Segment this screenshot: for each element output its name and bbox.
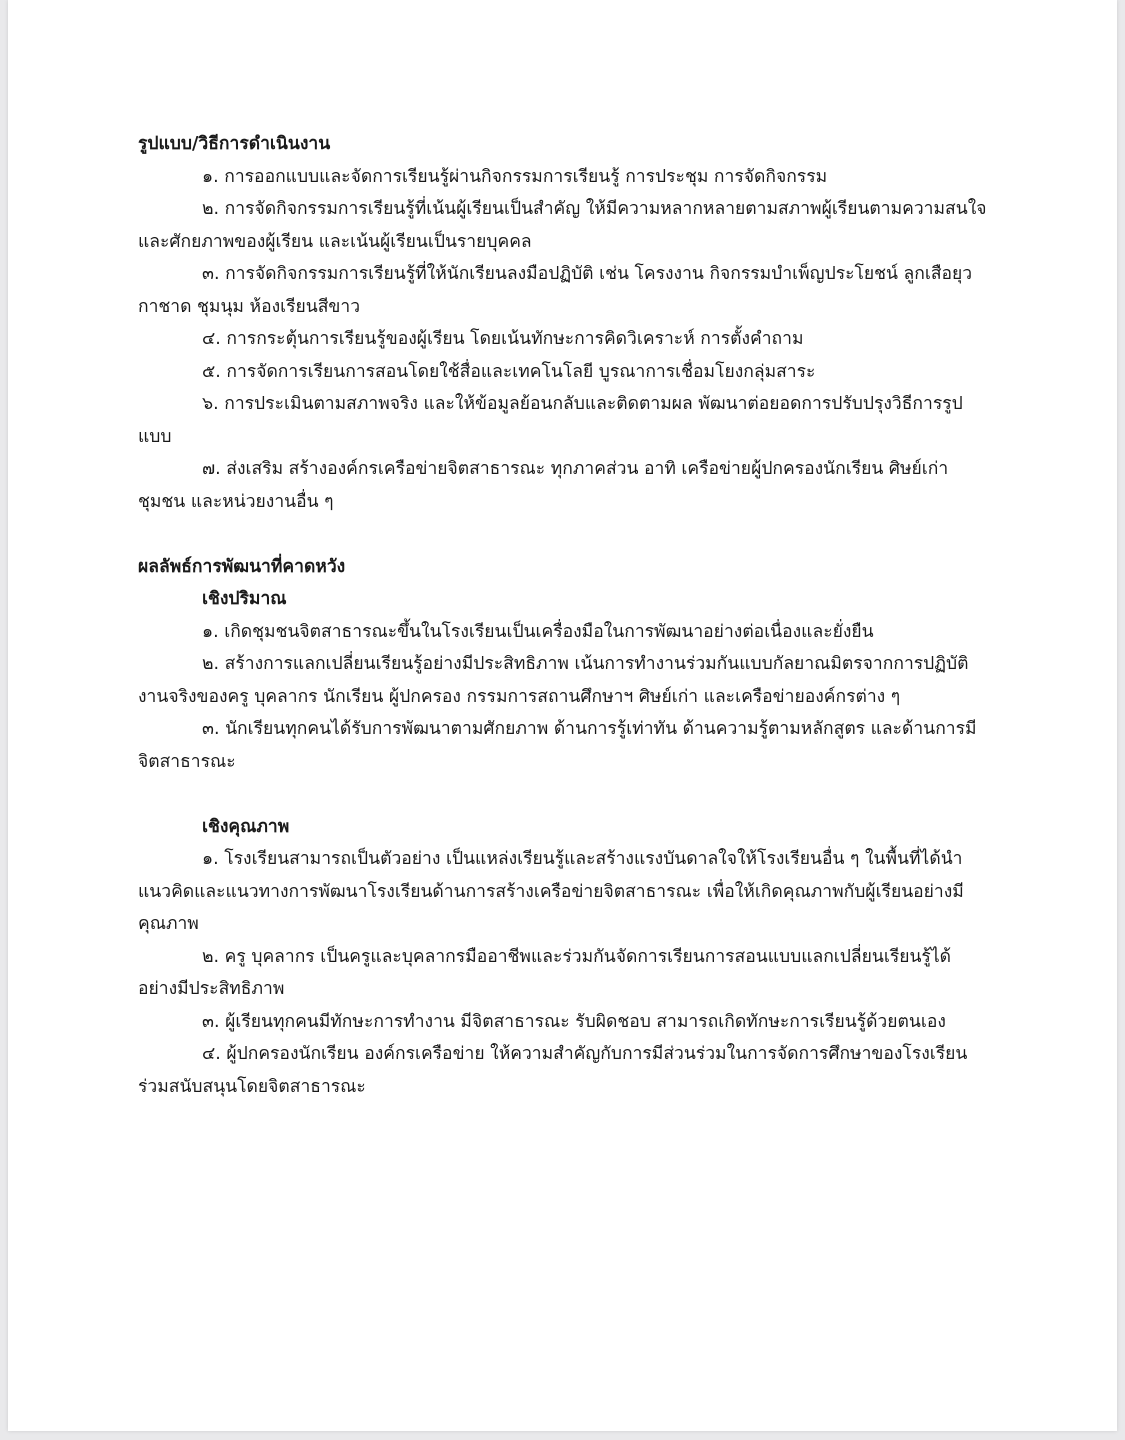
subheading-qualitative: เชิงคุณภาพ (202, 816, 290, 837)
quantitative-item-3: ๓. นักเรียนทุกคนได้รับการพัฒนาตามศักยภาพ ด้านการรู้เท่าทัน ด้านความรู้ตามหลักสูตร และด้านการมีจิตสาธารณะ (138, 719, 977, 772)
qualitative-item-1: ๑. โรงเรียนสามารถเป็นตัวอย่าง เป็นแหล่งเรียนรู้และสร้างแรงบันดาลใจให้โรงเรียนอื่น ๆ ในพื้นที่ได้นำแนวคิดและแนวทางการพัฒนาโรงเรียนด้านการสร้างเครือข่ายจิตสาธารณะ เพื่อให้เกิดคุณภาพกับผู้เรียนอย่างมีคุณภาพ (138, 849, 964, 934)
method-item-6: ๖. การประเมินตามสภาพจริง และให้ข้อมูลย้อนกลับและติดตามผล พัฒนาต่อยอดการปรับปรุงวิธีการรูปแบบ (138, 394, 963, 447)
qualitative-item-2: ๒. ครู บุคลากร เป็นครูและบุคลากรมืออาชีพและร่วมกันจัดการเรียนการสอนแบบแลกเปลี่ยนเรียนรู้ได้อย่างมีประสิทธิภาพ (138, 946, 951, 999)
section-heading-methods: รูปแบบ/วิธีการดำเนินงาน (138, 134, 331, 154)
method-item-1: ๑. การออกแบบและจัดการเรียนรู้ผ่านกิจกรรมการเรียนรู้ การประชุม การจัดกิจกรรม (202, 166, 828, 187)
qualitative-item-3: ๓. ผู้เรียนทุกคนมีทักษะการทำงาน มีจิตสาธารณะ รับผิดชอบ สามารถเกิดทักษะการเรียนรู้ด้วยตนเอง (202, 1011, 946, 1032)
document-content (138, 128, 988, 1103)
method-item-7: ๗. ส่งเสริม สร้างองค์กรเครือข่ายจิตสาธารณะ ทุกภาคส่วน อาทิ เครือข่ายผู้ปกครองนักเรียน ศิษย์เก่าชุมชน และหน่วยงานอื่น ๆ (138, 459, 949, 512)
method-item-3: ๓. การจัดกิจกรรมการเรียนรู้ที่ให้นักเรียนลงมือปฏิบัติ เช่น โครงงาน กิจกรรมบำเพ็ญประโยชน์ ลูกเสือยุวกาชาด ชุมนุม ห้องเรียนสีขาว (138, 264, 973, 317)
method-item-5: ๕. การจัดการเรียนการสอนโดยใช้สื่อและเทคโนโลยี บูรณาการเชื่อมโยงกลุ่มสาระ (202, 361, 816, 382)
document-page (8, 0, 1117, 1431)
section-heading-expected-outcomes: ผลลัพธ์การพัฒนาที่คาดหวัง (138, 556, 346, 577)
spacer (138, 518, 988, 551)
quantitative-item-1: ๑. เกิดชุมชนจิตสาธารณะขึ้นในโรงเรียนเป็นเครื่องมือในการพัฒนาอย่างต่อเนื่องและยั่งยืน (202, 621, 874, 642)
quantitative-item-2: ๒. สร้างการแลกเปลี่ยนเรียนรู้อย่างมีประสิทธิภาพ เน้นการทำงานร่วมกันแบบกัลยาณมิตรจากการปฏิบัติงานจริงของครู บุคลากร นักเรียน ผู้ปกครอง กรรมการสถานศึกษาฯ ศิษย์เก่า และเครือข่ายองค์กรต่าง ๆ (138, 654, 969, 707)
method-item-2: ๒. การจัดกิจกรรมการเรียนรู้ที่เน้นผู้เรียนเป็นสำคัญ ให้มีความหลากหลายตามสภาพผู้เรียนตามความสนใจและศักยภาพของผู้เรียน และเน้นผู้เรียนเป็นรายบุคคล (138, 199, 987, 252)
subheading-quantitative: เชิงปริมาณ (202, 589, 287, 609)
spacer (138, 778, 988, 811)
method-item-4: ๔. การกระตุ้นการเรียนรู้ของผู้เรียน โดยเน้นทักษะการคิดวิเคราะห์ การตั้งคำถาม (202, 329, 804, 349)
qualitative-item-4: ๔. ผู้ปกครองนักเรียน องค์กรเครือข่าย ให้ความสำคัญกับการมีส่วนร่วมในการจัดการศึกษาของโรงเรียนร่วมสนับสนุนโดยจิตสาธารณะ (138, 1044, 968, 1097)
